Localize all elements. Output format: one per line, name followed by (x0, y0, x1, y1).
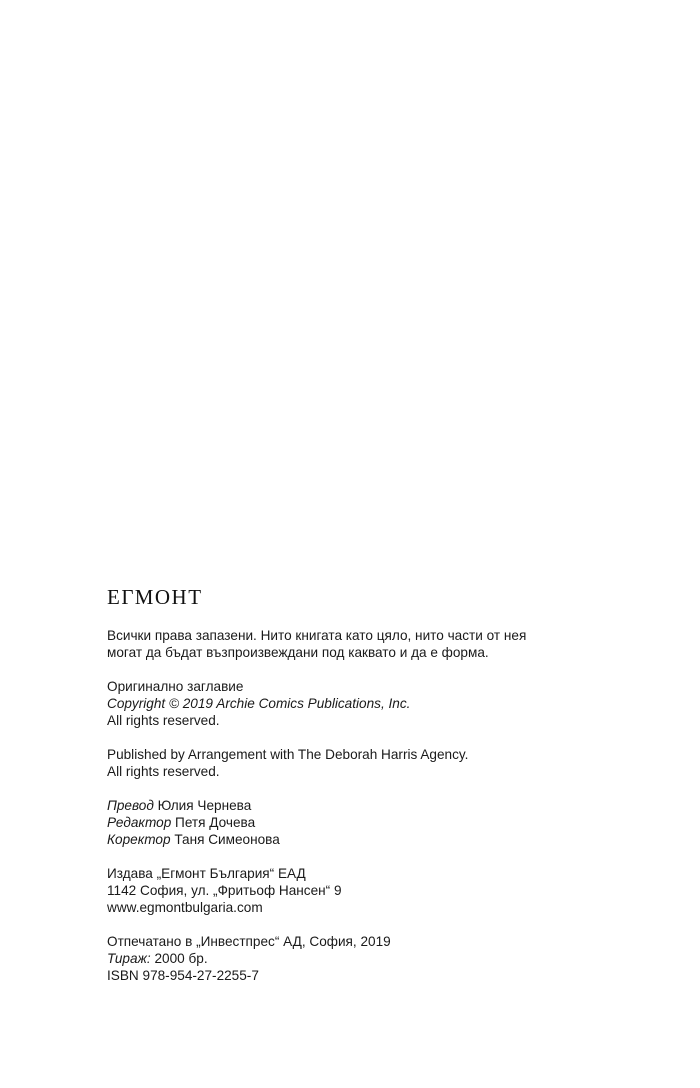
print-run-value: 2000 бр. (154, 951, 208, 966)
publisher-logo: ЕГМОНТ (107, 585, 203, 609)
credit-name: Таня Симеонова (174, 832, 280, 847)
published-by-line: Published by Arrangement with The Deborah Harris Agency. (107, 747, 469, 762)
credit-role: Превод (107, 798, 154, 813)
credit-name: Юлия Чернева (157, 798, 252, 813)
imprint-page (107, 584, 667, 1001)
publisher-website: www.egmontbulgaria.com (107, 900, 263, 915)
original-title-block (107, 678, 667, 729)
rights-notice-line: могат да бъдат възпроизвеждани под каквато и да е форма. (107, 645, 489, 660)
rights-reserved-line: All rights reserved. (107, 764, 220, 779)
copyright-line: Copyright © 2019 Archie Comics Publications, Inc. (107, 696, 411, 711)
credits-block (107, 797, 667, 848)
publisher-name: Издава „Егмонт България“ ЕАД (107, 866, 306, 881)
rights-notice (107, 627, 667, 661)
publisher-address: 1142 София, ул. „Фритьоф Нансен“ 9 (107, 883, 342, 898)
credit-editor (107, 814, 667, 831)
arrangement-block (107, 746, 667, 780)
credit-name: Петя Дочева (175, 815, 256, 830)
print-run-label: Тираж: (107, 951, 151, 966)
print-block (107, 933, 667, 984)
publisher-block (107, 865, 667, 916)
print-run-line (107, 950, 667, 967)
original-title-label: Оригинално заглавие (107, 679, 244, 694)
isbn-line: ISBN 978-954-27-2255-7 (107, 968, 259, 983)
rights-notice-line: Всички права запазени. Нито книгата като цяло, нито части от нея (107, 628, 527, 643)
credit-role: Редактор (107, 815, 172, 830)
credit-role: Коректор (107, 832, 171, 847)
printed-line: Отпечатано в „Инвестпрес“ АД, София, 2019 (107, 934, 391, 949)
rights-reserved-line: All rights reserved. (107, 713, 220, 728)
credit-translator (107, 797, 667, 814)
credit-proofreader (107, 831, 667, 848)
